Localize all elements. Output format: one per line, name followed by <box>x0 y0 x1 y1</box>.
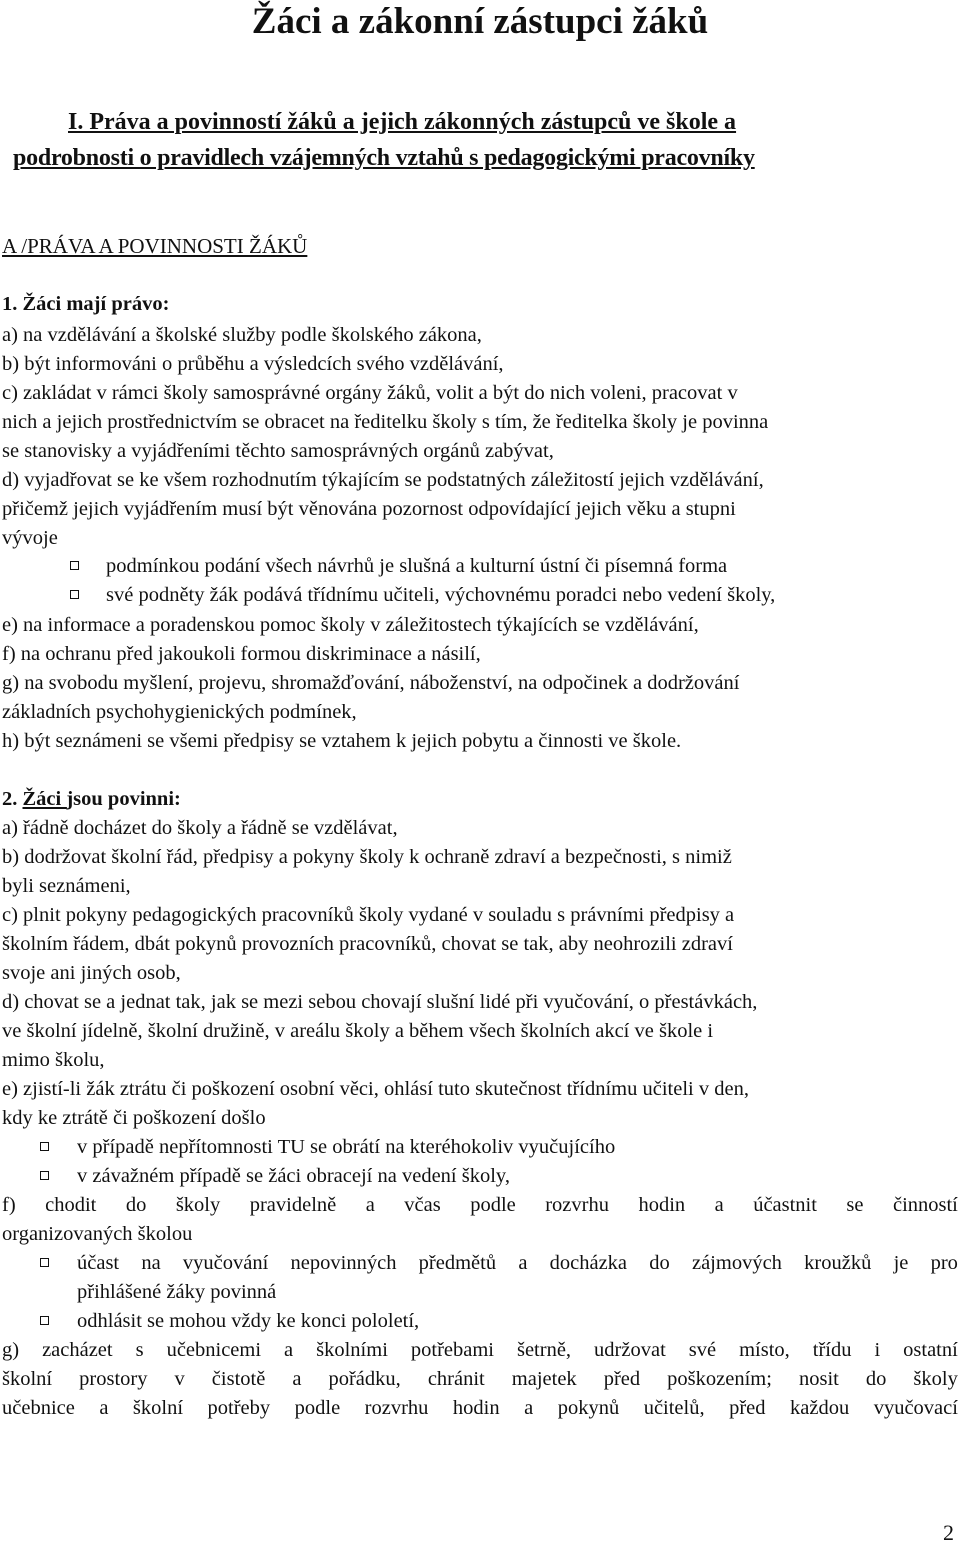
word: místo, <box>739 1339 790 1361</box>
word: a <box>99 1397 109 1419</box>
duties-line: ve školní jídelně, školní družině, v areálu školy a během všech školních akcí ve škole i <box>2 1020 714 1042</box>
word: a <box>714 1194 724 1216</box>
rights-line: přičemž jejich vyjádřením musí být věnována pozornost odpovídající jejich věku a stupni <box>2 498 736 520</box>
duties-heading-number: 2. <box>2 788 23 810</box>
page-title: Žáci a zákonní zástupci žáků <box>251 1 709 42</box>
word: se <box>846 1194 864 1216</box>
word: školní <box>2 1368 53 1390</box>
word: učebnicemi <box>166 1339 262 1361</box>
rights-line: základních psychohygienických podmínek, <box>2 701 357 723</box>
word: účast <box>77 1252 120 1274</box>
word: docházka <box>549 1252 628 1274</box>
word: podle <box>470 1194 516 1216</box>
word: do <box>125 1194 147 1216</box>
word: g) <box>2 1339 20 1361</box>
rights-heading-number: 1. <box>2 293 23 315</box>
word: udržovat <box>594 1339 666 1361</box>
word: před <box>603 1368 641 1390</box>
rights-line: b) být informováni o průběhu a výsledcích svého vzdělávání, <box>2 353 504 375</box>
word: do <box>865 1368 887 1390</box>
word: a <box>524 1397 534 1419</box>
rights-bullet-text: podmínkou podání všech návrhů je slušná a kulturní ústní či písemná forma <box>106 555 728 577</box>
word: šetrně, <box>516 1339 572 1361</box>
rights-bullet-text: své podněty žák podává třídnímu učiteli, výchovnému poradci nebo vedení školy, <box>106 584 776 606</box>
word: i <box>874 1339 881 1361</box>
word: pokynů <box>557 1397 620 1419</box>
word: rozvrhu <box>364 1397 429 1419</box>
word: podle <box>294 1397 341 1419</box>
word: pořádku, <box>328 1368 401 1390</box>
duties-line: svoje ani jiných osob, <box>2 962 181 984</box>
word: majetek <box>511 1368 577 1390</box>
word: školními <box>316 1339 388 1361</box>
duties-line: d) chovat se a jednat tak, jak se mezi sebou chovají slušní lidé při vyučování, o přestávkách, <box>2 991 758 1013</box>
word: prostory <box>79 1368 148 1390</box>
checkbox-bullet-icon <box>70 561 79 570</box>
word: školy <box>175 1194 221 1216</box>
rights-heading-text: Žáci mají právo: <box>22 293 170 315</box>
rights-line: g) na svobodu myšlení, projevu, shromažďování, náboženství, na odpočinek a dodržování <box>2 672 740 694</box>
word: ostatní <box>903 1339 958 1361</box>
rights-line: vývoje <box>2 527 58 549</box>
section-heading-line2: podrobnosti o pravidlech vzájemných vztahů s pedagogickými pracovníky <box>13 145 755 171</box>
word: každou <box>790 1397 850 1419</box>
checkbox-bullet-icon <box>40 1258 49 1267</box>
word: pro <box>930 1252 958 1274</box>
duties-heading-subject: Žáci <box>22 788 67 810</box>
duties-line-justified <box>2 1195 958 1216</box>
rights-line: se stanovisky a vyjádřeními těchto samosprávných orgánů zabývat, <box>2 440 554 462</box>
subsection-heading: A /PRÁVA A POVINNOSTI ŽÁKŮ <box>2 234 308 258</box>
checkbox-bullet-icon <box>40 1142 49 1151</box>
word: pravidelně <box>249 1194 337 1216</box>
word: své <box>688 1339 717 1361</box>
word: a <box>284 1339 294 1361</box>
duties-line: a) řádně docházet do školy a řádně se vzdělávat, <box>2 817 398 839</box>
word: školy <box>913 1368 958 1390</box>
word: na <box>141 1252 161 1274</box>
duties-line: organizovaných školou <box>2 1223 193 1245</box>
rights-line: nich a jejich prostřednictvím se obracet na ředitelku školy s tím, že ředitelka školy je povinna <box>2 411 769 433</box>
duties-line: byli seznámeni, <box>2 875 131 897</box>
duties-heading <box>2 789 181 810</box>
rights-line: c) zakládat v rámci školy samosprávné orgány žáků, volit a být do nich voleni, pracovat v <box>2 382 738 404</box>
word: třídu <box>812 1339 852 1361</box>
word: vyučovací <box>873 1397 958 1419</box>
rights-line: e) na informace a poradenskou pomoc školy v záležitostech týkajících se vzdělávání, <box>2 614 699 636</box>
section-heading-line1: I. Práva a povinností žáků a jejich zákonných zástupců ve škole a <box>68 109 737 135</box>
checkbox-bullet-icon <box>40 1171 49 1180</box>
duties-bullet-text: v případě nepřítomnosti TU se obrátí na kteréhokoliv vyučujícího <box>77 1136 616 1158</box>
word: zájmových <box>691 1252 782 1274</box>
word: a <box>518 1252 528 1274</box>
word: učebnice <box>2 1397 75 1419</box>
word: chránit <box>427 1368 485 1390</box>
word: a <box>292 1368 302 1390</box>
word: před <box>729 1397 766 1419</box>
word: potřeby <box>207 1397 271 1419</box>
duties-line: b) dodržovat školní řád, předpisy a pokyny školy k ochraně zdraví a bezpečnosti, s nimiž <box>2 846 732 868</box>
word: je <box>893 1252 909 1274</box>
word: včas <box>404 1194 441 1216</box>
duties-line: e) zjistí-li žák ztrátu či poškození osobní věci, ohlásí tuto skutečnost třídnímu učiteli v den, <box>2 1078 749 1100</box>
checkbox-bullet-icon <box>40 1316 49 1325</box>
word: hodin <box>638 1194 686 1216</box>
word: nosit <box>798 1368 839 1390</box>
word: a <box>365 1194 375 1216</box>
word: vyučování <box>182 1252 269 1274</box>
duties-line: mimo školu, <box>2 1049 105 1071</box>
rights-line: f) na ochranu před jakoukoli formou diskriminace a násilí, <box>2 643 481 665</box>
word: hodin <box>452 1397 500 1419</box>
word: f) <box>2 1194 16 1216</box>
duties-bullet-text: odhlásit se mohou vždy ke konci pololetí, <box>77 1310 420 1332</box>
duties-line: c) plnit pokyny pedagogických pracovníků školy vydané v souladu s právními předpisy a <box>2 904 735 926</box>
word: chodit <box>45 1194 97 1216</box>
rights-line: d) vyjadřovat se ke všem rozhodnutím týkajícím se podstatných záležitostí jejich vzdělávání, <box>2 469 764 491</box>
rights-line: a) na vzdělávání a školské služby podle školského zákona, <box>2 324 482 346</box>
rights-heading <box>2 294 169 315</box>
word: rozvrhu <box>545 1194 609 1216</box>
duties-bullet-text: přihlášené žáky povinná <box>77 1281 277 1303</box>
word: s <box>135 1339 144 1361</box>
word: školní <box>132 1397 184 1419</box>
duties-line: školním řádem, dbát pokynů provozních pracovníků, chovat se tak, aby neohrozili zdraví <box>2 933 733 955</box>
word: zacházet <box>42 1339 113 1361</box>
duties-bullet-text: v závažném případě se žáci obracejí na vedení školy, <box>77 1165 510 1187</box>
page-number: 2 <box>943 1520 954 1545</box>
word: do <box>649 1252 670 1274</box>
word: potřebami <box>410 1339 494 1361</box>
word: kroužků <box>804 1252 872 1274</box>
word: v <box>174 1368 185 1390</box>
word: čistotě <box>211 1368 266 1390</box>
word: učitelů, <box>643 1397 705 1419</box>
duties-bullet-text-justified <box>77 1253 958 1274</box>
checkbox-bullet-icon <box>70 590 79 599</box>
duties-line: kdy ke ztrátě či poškození došlo <box>2 1107 266 1129</box>
duties-line-justified <box>2 1369 958 1390</box>
duties-heading-text: jsou povinni: <box>66 788 181 810</box>
word: předmětů <box>418 1252 497 1274</box>
duties-line-justified <box>2 1340 958 1361</box>
rights-line: h) být seznámeni se všemi předpisy se vztahem k jejich pobytu a činnosti ve škole. <box>2 730 682 752</box>
word: nepovinných <box>290 1252 397 1274</box>
word: poškozením; <box>667 1368 772 1390</box>
duties-line-justified <box>2 1398 958 1419</box>
word: účastnit <box>753 1194 817 1216</box>
word: činností <box>892 1194 958 1216</box>
